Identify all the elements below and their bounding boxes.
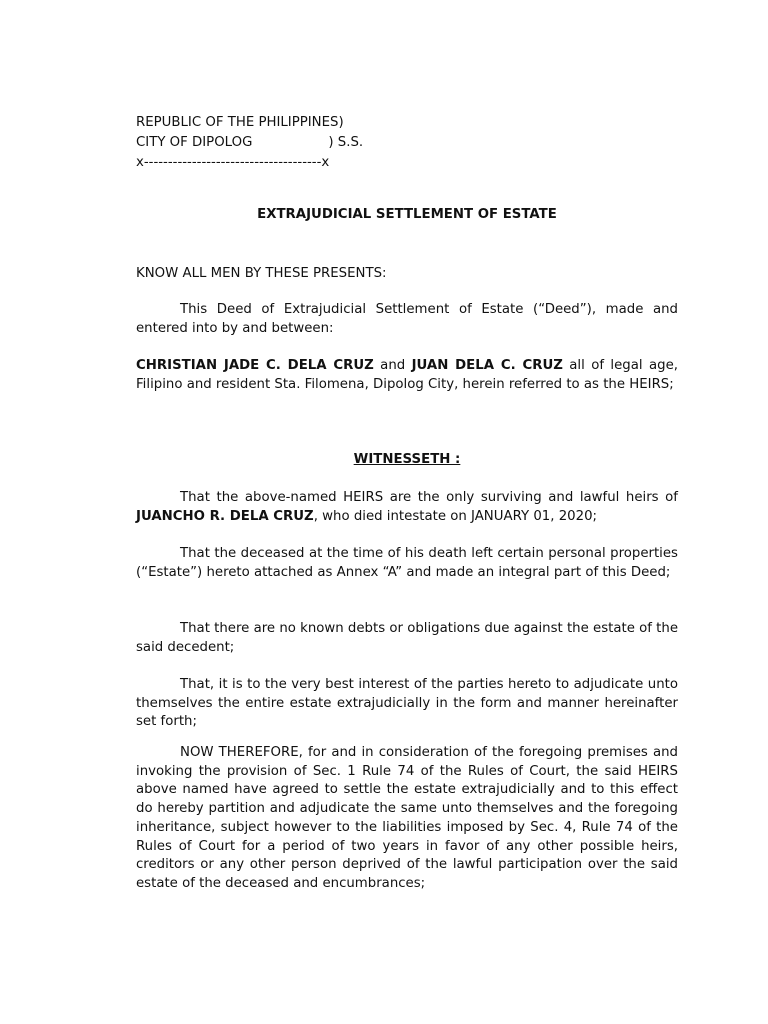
- header-divider: x-------------------------------------x: [136, 155, 330, 170]
- recital-text: , who died intestate on JANUARY 01, 2020;: [313, 508, 598, 524]
- venue-header: [136, 113, 536, 173]
- recital-text: That the above-named HEIRS are the only surviving and lawful heirs of: [180, 490, 678, 505]
- document-title: EXTRAJUDICIAL SETTLEMENT OF ESTATE: [257, 207, 557, 222]
- recital-interest: That, it is to the very best interest of the parties hereto to adjudicate unto themselves the entire estate extrajudicially in the form and manner hereinafter set forth;: [136, 677, 678, 730]
- deed-intro-paragraph: This Deed of Extrajudicial Settlement of Estate (“Deed”), made and entered into by and between:: [136, 302, 678, 336]
- recital-heirs: [136, 489, 678, 526]
- republic-line: REPUBLIC OF THE PHILIPPINES): [136, 115, 344, 130]
- parties-description: all of legal age, Filipino and resident Sta. Filomena, Dipolog City, herein referred to as the HEIRS;: [136, 358, 678, 392]
- ss-mark: ) S.S.: [328, 135, 364, 150]
- now-therefore-paragraph: NOW THEREFORE, for and in consideration of the foregoing premises and invoking the provision of Sec. 1 Rule 74 of the Rules of Court, the said HEIRS above named have agreed to settle the estate extrajudicially and to this effect do hereby partition and adjudicate the same unto themselves and the foregoing inheritance, subject however to the liabilities imposed by Sec. 4, Rule 74 of the Rules of Court for a period of two years in favor of any other possible heirs, creditors or any other person deprived of the lawful participation over the said estate of the deceased and encumbrances;: [136, 745, 678, 891]
- conjunction: and: [373, 358, 412, 373]
- recital-estate: That the deceased at the time of his death left certain personal properties (“Estate”) hereto attached as Annex “A” and made an integral part of this Deed;: [136, 546, 678, 580]
- heir-name: CHRISTIAN JADE C. DELA CRUZ: [136, 358, 374, 373]
- city-line: [136, 133, 536, 153]
- witnesseth-heading: WITNESSETH :: [353, 452, 461, 467]
- parties-paragraph: [136, 357, 678, 394]
- heir-name: JUAN DELA C. CRUZ: [411, 358, 563, 373]
- know-all-men: KNOW ALL MEN BY THESE PRESENTS:: [136, 266, 387, 281]
- deceased-name: JUANCHO R. DELA CRUZ: [136, 508, 314, 524]
- recital-debts: That there are no known debts or obligations due against the estate of the said decedent;: [136, 621, 678, 655]
- city-name: CITY OF DIPOLOG: [136, 135, 253, 150]
